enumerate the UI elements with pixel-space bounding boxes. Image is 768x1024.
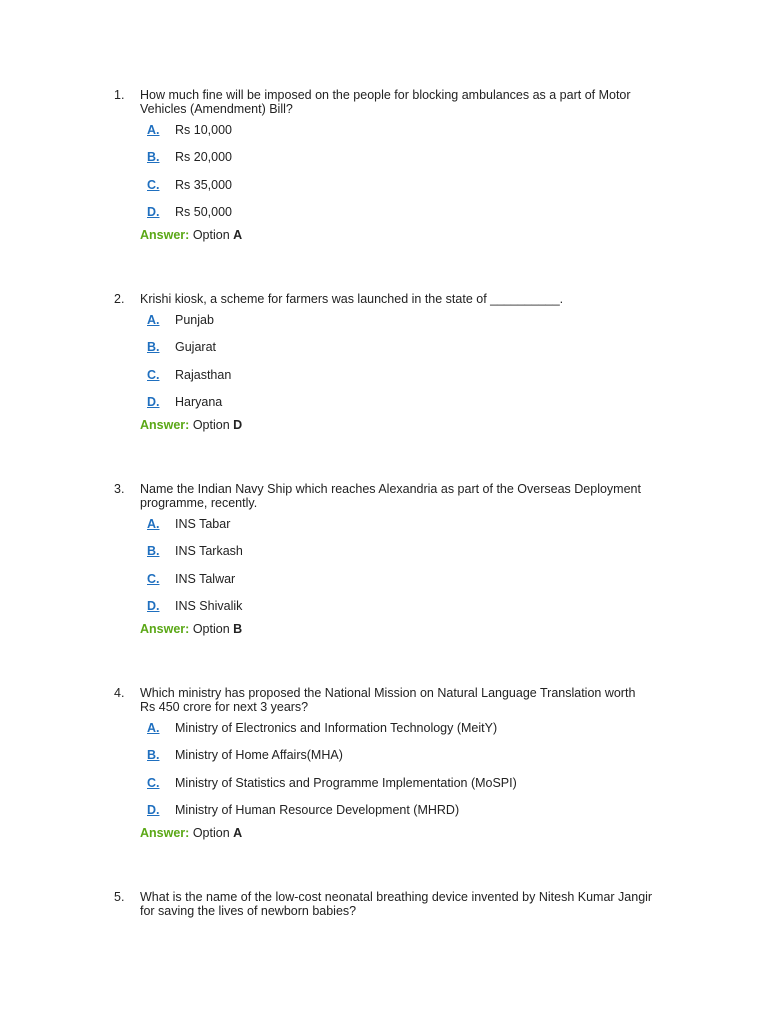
option-text: Rs 50,000 (175, 205, 232, 220)
option-letter-link[interactable]: A. (147, 516, 160, 531)
option-c[interactable] (114, 769, 654, 797)
option-text: Rs 20,000 (175, 150, 232, 165)
question-text: What is the name of the low-cost neonatal breathing device invented by Nitesh Kumar Jangir for saving the lives of newborn babies? (140, 890, 653, 918)
option-b[interactable] (114, 538, 654, 566)
option-letter-link[interactable]: A. (147, 720, 160, 735)
question-block (114, 292, 654, 432)
question-block (114, 88, 654, 242)
option-d[interactable] (114, 389, 654, 417)
option-d[interactable] (114, 593, 654, 621)
question-text: Which ministry has proposed the National Mission on Natural Language Translation worth Rs 450 crore for next 3 years? (140, 686, 636, 714)
question-number: 4. (114, 686, 125, 700)
option-letter-link[interactable]: C. (147, 177, 160, 192)
question-block (114, 686, 654, 840)
answer-letter: B (233, 622, 243, 636)
option-d[interactable] (114, 199, 654, 227)
option-text: Haryana (175, 395, 223, 410)
option-text: Ministry of Statistics and Programme Implementation (MoSPI) (175, 775, 517, 790)
option-text: INS Tarkash (175, 544, 243, 559)
option-d[interactable] (114, 797, 654, 825)
option-letter-link[interactable]: D. (147, 599, 160, 614)
question-text: How much fine will be imposed on the people for blocking ambulances as a part of Motor Vehicles (Amendment) Bill? (140, 88, 631, 116)
option-c[interactable] (114, 171, 654, 199)
question-number: 3. (114, 482, 125, 496)
option-a[interactable] (114, 714, 654, 742)
question-text: Name the Indian Navy Ship which reaches Alexandria as part of the Overseas Deployment programme, recently. (140, 482, 641, 510)
answer-line (114, 622, 654, 636)
question-row (114, 890, 654, 918)
question-row (114, 88, 654, 116)
option-letter-link[interactable]: D. (147, 803, 160, 818)
option-letter-link[interactable]: B. (147, 748, 160, 763)
answer-prefix: Option (192, 622, 230, 636)
answer-line (114, 228, 654, 242)
question-row (114, 686, 654, 714)
option-text: INS Shivalik (175, 599, 243, 614)
answer-label: Answer: (140, 826, 190, 840)
option-b[interactable] (114, 144, 654, 172)
option-text: Rs 10,000 (175, 122, 232, 137)
option-text: Ministry of Electronics and Information Technology (MeitY) (175, 720, 498, 735)
option-text: Rajasthan (175, 367, 232, 382)
option-c[interactable] (114, 361, 654, 389)
option-text: Rs 35,000 (175, 177, 232, 192)
answer-line (114, 418, 654, 432)
question-number: 5. (114, 890, 125, 904)
option-a[interactable] (114, 116, 654, 144)
question-text: Krishi kiosk, a scheme for farmers was launched in the state of __________. (140, 292, 564, 306)
answer-label: Answer: (140, 418, 190, 432)
option-letter-link[interactable]: B. (147, 340, 160, 355)
answer-letter: A (233, 228, 243, 242)
option-a[interactable] (114, 306, 654, 334)
option-b[interactable] (114, 742, 654, 770)
answer-line (114, 826, 654, 840)
answer-prefix: Option (192, 228, 230, 242)
answer-letter: A (233, 826, 243, 840)
option-text: Ministry of Home Affairs(MHA) (175, 748, 343, 763)
option-text: INS Tabar (175, 516, 231, 531)
option-letter-link[interactable]: B. (147, 150, 160, 165)
option-c[interactable] (114, 565, 654, 593)
option-letter-link[interactable]: C. (147, 775, 160, 790)
option-b[interactable] (114, 334, 654, 362)
answer-letter: D (233, 418, 243, 432)
option-a[interactable] (114, 510, 654, 538)
option-letter-link[interactable]: A. (147, 312, 160, 327)
question-block (114, 482, 654, 636)
answer-label: Answer: (140, 228, 190, 242)
option-text: Gujarat (175, 340, 216, 355)
option-letter-link[interactable]: D. (147, 205, 160, 220)
question-row (114, 482, 654, 510)
answer-prefix: Option (192, 826, 230, 840)
option-letter-link[interactable]: C. (147, 367, 160, 382)
question-number: 1. (114, 88, 125, 102)
question-number: 2. (114, 292, 125, 306)
answer-prefix: Option (192, 418, 230, 432)
option-text: INS Talwar (175, 571, 236, 586)
question-row (114, 292, 654, 306)
option-text: Ministry of Human Resource Development (MHRD) (175, 803, 460, 818)
question-block (114, 890, 654, 918)
option-letter-link[interactable]: C. (147, 571, 160, 586)
answer-label: Answer: (140, 622, 190, 636)
option-letter-link[interactable]: D. (147, 395, 160, 410)
option-text: Punjab (175, 312, 214, 327)
option-letter-link[interactable]: B. (147, 544, 160, 559)
option-letter-link[interactable]: A. (147, 122, 160, 137)
